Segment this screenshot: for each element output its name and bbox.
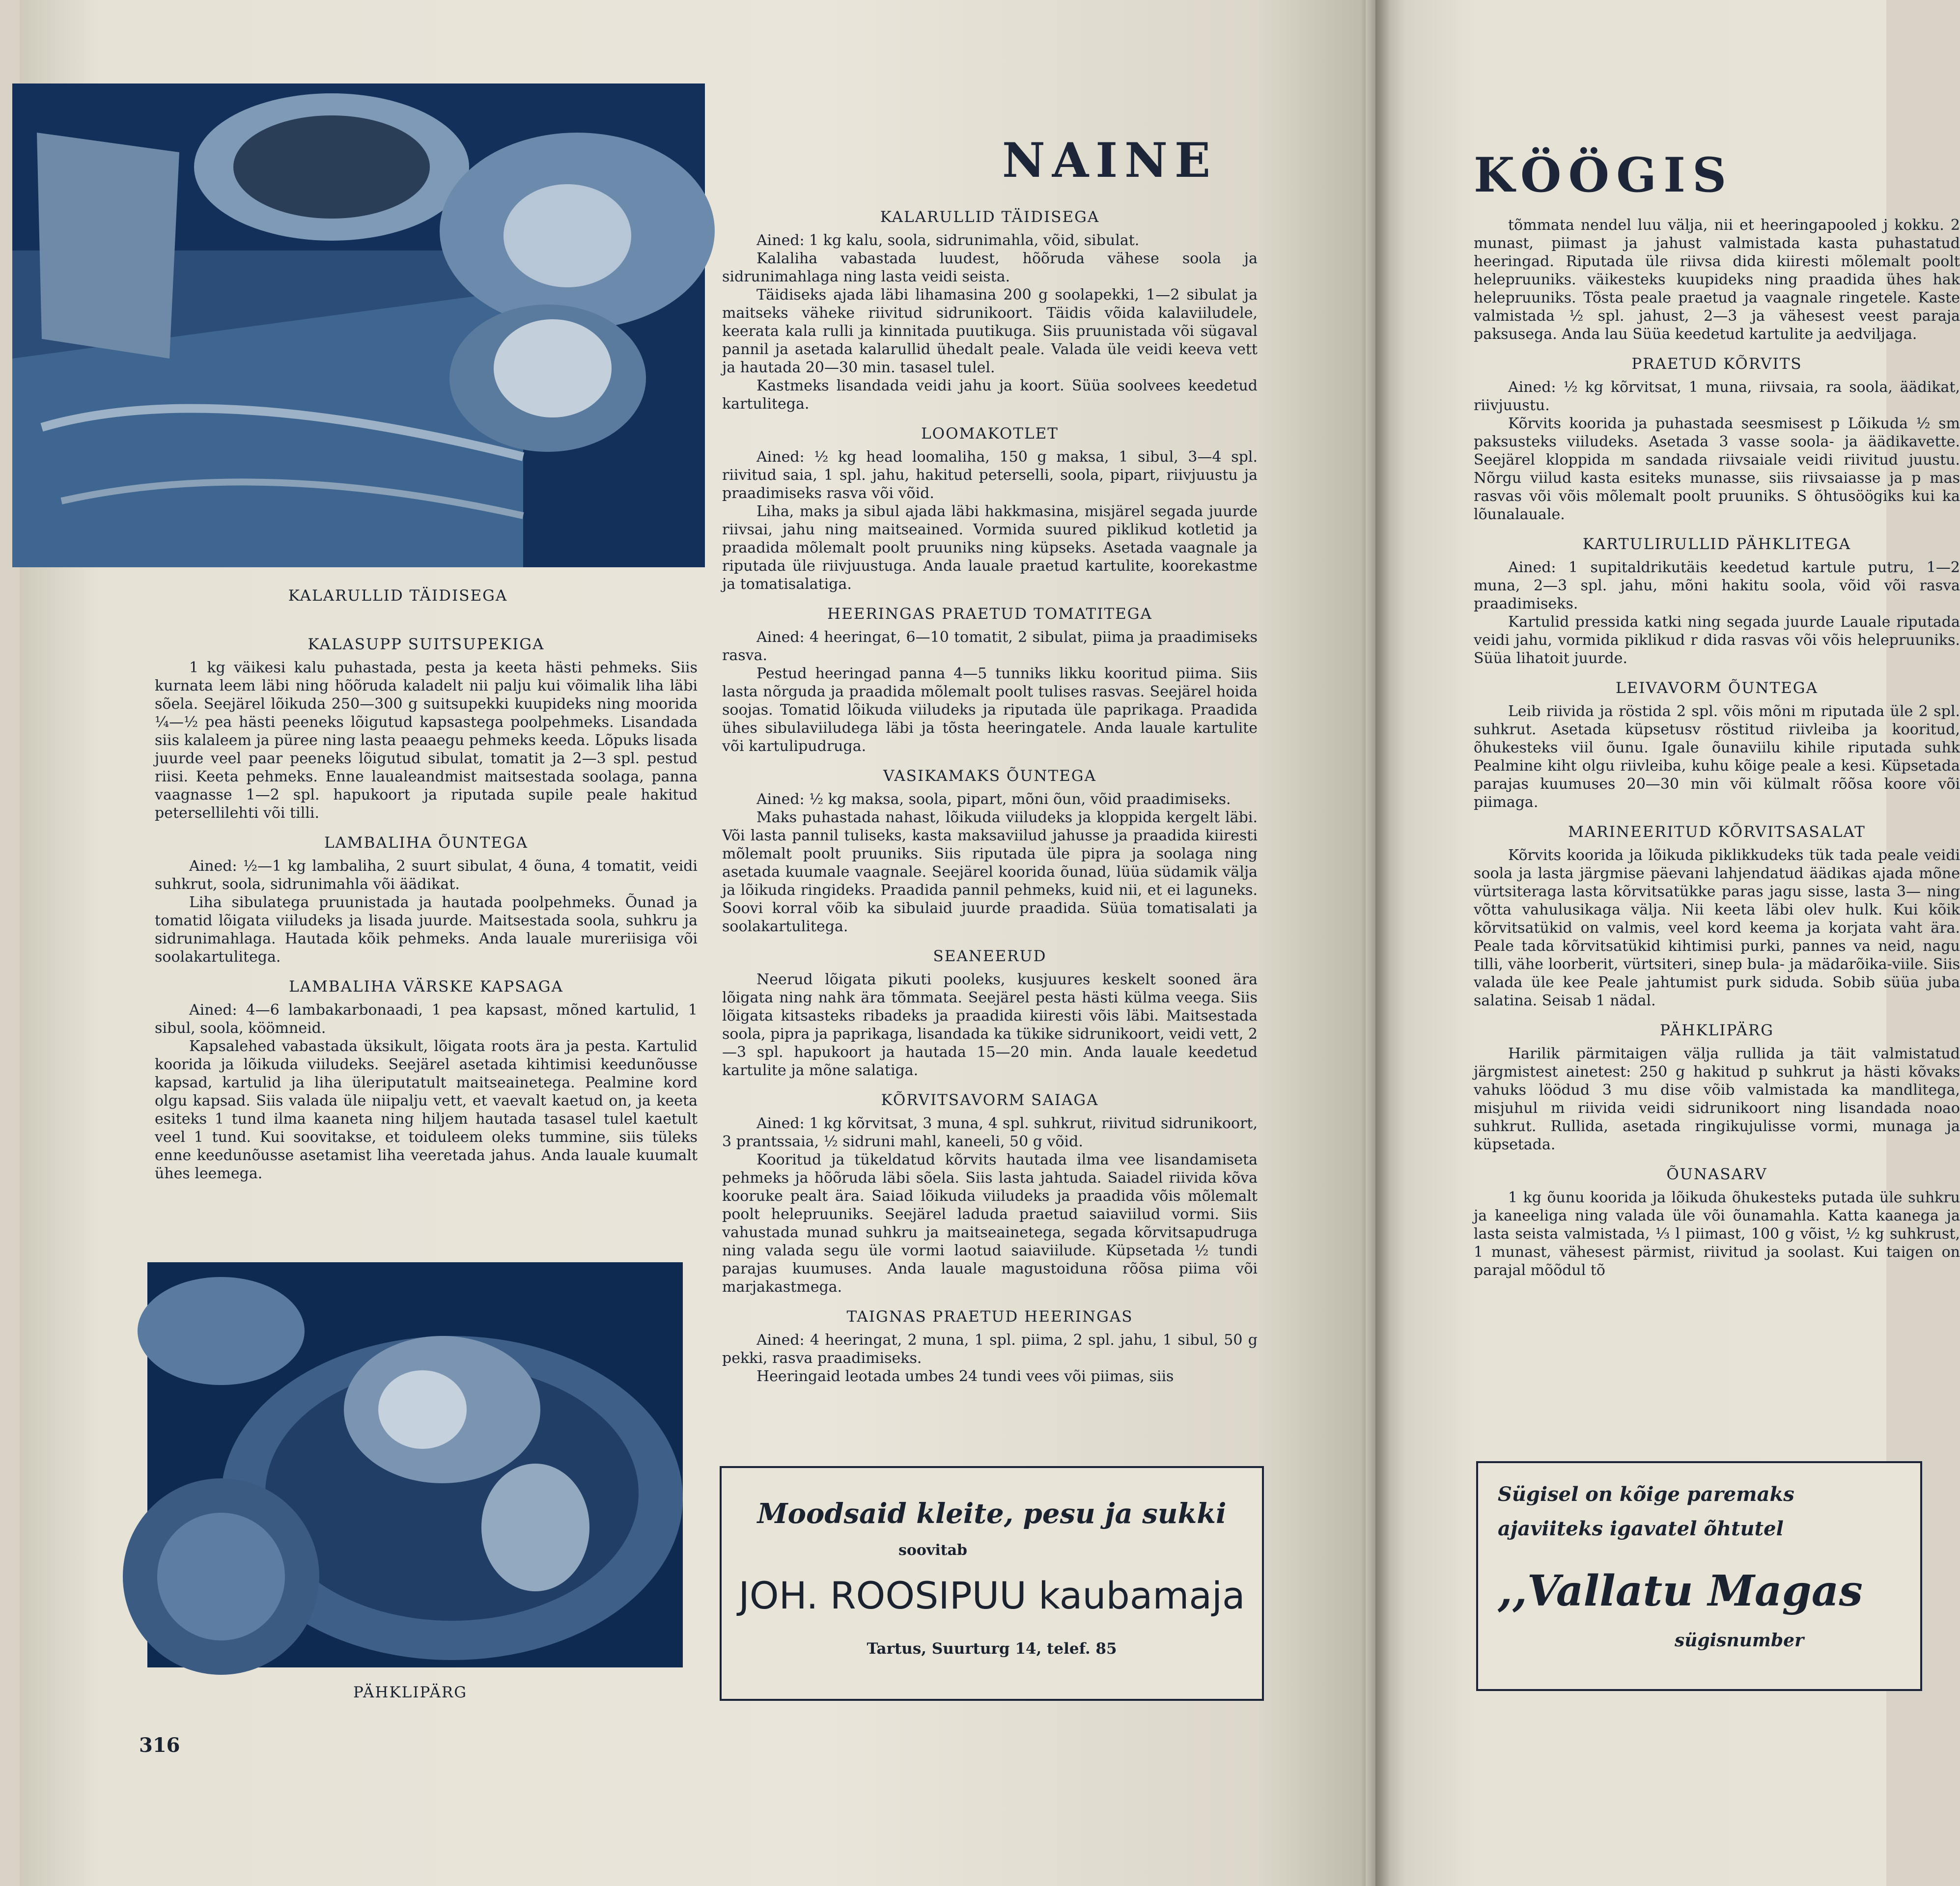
recipe-title: MARINEERITUD KÕRVITSASALAT [1568, 823, 1866, 841]
recipe-text: Kartulid pressida katki ning segada juurde Lauale riputada veidi jahu, vormida piklikud r dida rasvas või võis helepruuniks. Süüa lihatoit juurde. [1474, 613, 1960, 667]
recipe-text: tõmmata nendel luu välja, nii et heeringapooled j kokku. 2 munast, piimast ja jahust valmistada kasta puhastatud heeringad. Riputada üle riivsa dida kiiresti mõlemalt poolt helepruuniks. väikesteks kuupideks ning praadida ühes hak helepruuniks. Tõsta peale praetud ja vaagnale ringetele. Kaste valmistada ½ spl. jahust, 2—3 ja vähesest veest paraja paksusega. Anda lau Süüa keedetud kartulite ja aedviljaga. [1474, 217, 1960, 343]
page-number: 316 [139, 1734, 180, 1757]
recipe-text: Ained: 4 heeringat, 2 muna, 1 spl. piima, 2 spl. jahu, 1 sibul, 50 g pekki, rasva praadimiseks. [722, 1331, 1258, 1367]
right-column [1474, 216, 1960, 1279]
recipe-title: KALASUPP SUITSUPEKIGA [308, 636, 545, 653]
ad-subline: soovitab [898, 1542, 967, 1559]
ad-line-4: sügisnumber [1675, 1630, 1804, 1651]
ad-headline: Moodsaid kleite, pesu ja sukki [757, 1498, 1227, 1530]
recipe-text: Ained: ½—1 kg lambaliha, 2 suurt sibulat, 4 õuna, 4 tomatit, veidi suhkrut, soola, sidrunimahla või äädikat. [155, 858, 698, 893]
recipe-title: PÄHKLIPÄRG [1660, 1022, 1774, 1039]
recipe-title: LAMBALIHA ÕUNTEGA [324, 834, 529, 852]
recipe-title: ÕUNASARV [1666, 1165, 1767, 1183]
ad-company: JOH. ROOSIPUU kaubamaja [738, 1574, 1245, 1617]
recipe-text: Ained: 4—6 lambakarbonaadi, 1 pea kapsast, mõned kartulid, 1 sibul, soola, köömneid. [155, 1001, 698, 1037]
recipe-title: LAMBALIHA VÄRSKE KAPSAGA [289, 978, 563, 996]
recipe-text: Ained: ½ kg maksa, soola, pipart, mõni õun, võid praadimiseks. [756, 791, 1231, 808]
caption-kalarullid: KALARULLID TÄIDISEGA [288, 587, 508, 605]
recipe-text: 1 kg väikesi kalu puhastada, pesta ja keeta hästi pehmeks. Siis kurnata leem läbi ning hõõruda kaladelt nii palju kui võimalik liha läbi sõela. Seejärel lõikuda 250—300 g suitsupekki kuupideks ning moorida ¼—½ pea hästi peeneks lõigutud kapsastega poolpehmeks. Lisandada siis kalaleem ja püree ning lasta peaaegu pehmeks keeda. Lõpuks lisada juurde veel paar peeneks lõigutud sibulat, tomatit ja 2—3 spl. pestud riisi. Keeta pehmeks. Enne laualeandmist maitsestada soolaga, panna vaagnasse 1—2 spl. hapukoort ja riputada supile peale hakitud petersellilehti või tilli. [155, 659, 698, 822]
recipe-text: Ained: 1 supitaldrikutäis keedetud kartule putru, 1—2 muna, 2—3 spl. jahu, mõni hakitu soola, võid või rasva praadimiseks. [1474, 559, 1960, 612]
right-column-clip [1469, 216, 1960, 1449]
recipe-text: Kõrvits koorida ja lõikuda piklikkudeks tük tada peale veidi soola ja lasta järgmise päevani lahjendatud äädikas ajada mõne vürtsiteraga lasta kõrvitsatükke paras jagu sisse, lasta 3— ning võtta vahulusikaga välja. Nii keeta läbi olev hulk. Kui kõik kõrvitsatükid on valmis, veel kord keema ja korjata vaht ära. Peale tada kõrvitsatükid kihtimisi purki, pannes va neid, nagu tilli, vähe loorberit, vürtsiteri, sinep bula- ja mädarõika-viile. Siis valada üle kee Peale jahtumist purk siduda. Sobib süüa juba salatina. Seisab 1 nädal. [1474, 847, 1960, 1009]
recipe-text: Liha sibulatega pruunistada ja hautada poolpehmeks. Õunad ja tomatid lõigata viiludeks ja lisada juurde. Maitsestada soola, suhkru ja sidrunimahlaga. Hautada kõik pehmeks. Anda lauale mureriisiga või soolakartulitega. [155, 894, 698, 966]
ad-line-2: ajaviiteks igavatel õhtutel [1498, 1517, 1784, 1540]
photo-kalarullid [12, 83, 705, 567]
recipe-text: Liha, maks ja sibul ajada läbi hakkmasina, misjärel segada juurde riivsai, jahu ning maitseained. Vormida suured piklikud kotletid ja praadida mõlemalt poolt pruuniks ning küpseks. Asetada vaagnale ja riputada üle riivjuustuga. Anda lauale praetud kartulite, koorekastme ja tomatisalatiga. [722, 503, 1258, 593]
recipe-text: Heeringaid leotada umbes 24 tundi vees või piimas, siis [756, 1368, 1174, 1385]
ad-address: Tartus, Suurturg 14, telef. 85 [867, 1640, 1117, 1658]
recipe-text: Ained: 4 heeringat, 6—10 tomatit, 2 sibulat, piima ja praadimiseks rasva. [722, 629, 1258, 664]
ad-line-3: ,,Vallatu Magas [1498, 1566, 1863, 1616]
header-koogis: KÖÖGIS [1474, 147, 1734, 203]
recipe-text: Neerud lõigata pikuti pooleks, kusjuures keskelt sooned ära lõigata ning nahk ära tõmmata. Seejärel pesta hästi külma veega. Siis lõigata kitsasteks ribadeks ja praadida kiiresti võis läbi. Maitsestada soola, pipra ja paprikaga, lisandada ka tükike sidrunikoort, veidi vett, 2—3 spl. hapukoort ja hautada 15—20 min. Anda lauale keedetud kartulite ja mõne salatiga. [722, 971, 1258, 1079]
recipe-text: Kooritud ja tükeldatud kõrvits hautada ilma vee lisandamiseta pehmeks ja hõõruda läbi sõela. Siis lasta jahtuda. Saiadel riivida kõva kooruke pealt ära. Saiad lõikuda viiludeks ja praadida võis mõlemalt poolt helepruuniks. Seejärel laduda praetud saiaviilud vormi. Siis vahustada munad suhkru ja maitseainetega, segada kõrvitsapudruga ning valada segu üle vormi laotud saiaviilude. Küpsetada ½ tundi parajas kuumuses. Anda lauale magustoiduna rõõsa piima või marjakastmega. [722, 1151, 1258, 1296]
ad-line-1: Sügisel on kõige paremaks [1498, 1483, 1794, 1506]
recipe-text: Kapsalehed vabastada üksikult, lõigata roots ära ja pesta. Kartulid koorida ja lõikuda viiludeks. Seejärel asetada kihtimisi keedunõusse kapsad, kartulid ja liha üleriputatult maitseainetega. Pealmine kord olgu kapsad. Siis valada üle niipalju vett, et vaevalt kaetud on, ja keeta esiteks 1 tund ilma kaaneta ning hiljem hautada tasasel tulel kaetult veel 1 tund. Kui soovitakse, et toiduleem oleks tummine, siis tüleks enne keedunõusse asetamist liha veeretada jahus. Anda lauale kuumalt ühes leemega. [155, 1038, 698, 1182]
recipe-title: LOOMAKOTLET [921, 425, 1059, 443]
recipe-title: KALARULLID TÄIDISEGA [880, 208, 1100, 226]
recipe-text: Ained: 1 kg kalu, soola, sidrunimahla, võid, sibulat. [756, 232, 1140, 249]
recipe-text: Kalaliha vabastada luudest, hõõruda vähese soola ja sidrunimahlaga ning lasta veidi seista. [722, 250, 1258, 285]
advertisement-vallatu [1476, 1461, 1922, 1691]
recipe-text: Täidiseks ajada läbi lihamasina 200 g soolapekki, 1—2 sibulat ja maitseks väheke riivitud sidrunikoort. Täidis võida kalaviiludele, keerata kala rulli ja kinnitada puutikuga. Siis pruunistada või sügaval pannil ja asetada kalarullid ühedalt peale. Valada üle veidi keeva vett ja hautada 20—30 min. tasasel tulel. [722, 286, 1258, 376]
advertisement-roosipuu [720, 1466, 1264, 1701]
recipe-title: VASIKAMAKS ÕUNTEGA [883, 767, 1096, 785]
recipe-title: PRAETUD KÕRVITS [1631, 355, 1802, 373]
header-naine: NAINE [1002, 133, 1218, 188]
page-gutter [1361, 0, 1390, 1886]
recipe-title: HEERINGAS PRAETUD TOMATITEGA [827, 605, 1152, 623]
recipe-text: Pestud heeringad panna 4—5 tunniks likku kooritud piima. Siis lasta nõrguda ja praadida mõlemalt poolt tulises rasvas. Seejärel hoida soojas. Tomatid lõikuda viiludeks ja riputada üle paprikaga. Praadida ühes sibulaviiludega läbi ja tõsta heeringatele. Anda lauale kartulite või kartulipudruga. [722, 665, 1258, 755]
recipe-text: Leib riivida ja röstida 2 spl. võis mõni m riputada üle 2 spl. suhkrut. Asetada küpsetusv röstitud riivleiba ja kooritud, õhukesteks viil õunu. Igale õunaviilu kihile riputada suhk Pealmine kiht olgu riivleiba, kuhu kõige peale a kesi. Küpsetada parajas kuumuses 20—30 min või külmalt rõõsa koore või piimaga. [1474, 703, 1960, 811]
recipe-text: Ained: ½ kg kõrvitsat, 1 muna, riivsaia, ra soola, äädikat, riivjuustu. [1474, 379, 1960, 414]
recipe-text: Kõrvits koorida ja puhastada seesmisest p Lõikuda ½ sm paksusteks viiludeks. Asetada 3 vasse soola- ja äädikavette. Seejärel kloppida m sandada riivsaiale veidi riivitud juustu. Nõrgu viilud kasta esiteks munasse, siis riivsaiasse ja p mas rasvas või võis mõlemalt poolt pruuniks. S õhtusöögiks kui ka lõunalauale. [1474, 415, 1960, 523]
recipe-title: TAIGNAS PRAETUD HEERINGAS [846, 1308, 1133, 1326]
recipe-text: Ained: ½ kg head loomaliha, 150 g maksa, 1 sibul, 3—4 spl. riivitud saia, 1 spl. jahu, hakitud peterselli, soola, pipart, riivjuustu ja praadimiseks rasva või võid. [722, 448, 1258, 502]
recipe-text: Ained: 1 kg kõrvitsat, 3 muna, 4 spl. suhkrut, riivitud sidrunikoort, 3 prantssaia, ½ sidruni mahl, kaneeli, 50 g võid. [722, 1115, 1258, 1150]
left-column-1 [155, 624, 698, 1183]
recipe-text: Kastmeks lisandada veidi jahu ja koort. Süüa soolvees keedetud kartulitega. [722, 377, 1258, 413]
recipe-text: Maks puhastada nahast, lõikuda viiludeks ja kloppida kergelt läbi. Või lasta pannil tuliseks, kasta maksaviilud jahusse ja praadida kiiresti mõlemalt poolt pruuniks. Siis riputada üle pipra ja soolaga ning asetada kuumale vaagnale. Seejärel koorida õunad, lüüa südamik välja ja lõikuda ringideks. Praadida pannil pehmeks, kuid nii, et ei laguneks. Soovi korral võib ka sibulaid juurde praadida. Süüa tomatisalati ja soolakartulitega. [722, 809, 1258, 935]
recipe-title: KARTULIRULLID PÄHKLITEGA [1582, 535, 1851, 553]
photo-pahklipaarg [147, 1262, 683, 1667]
recipe-text: 1 kg õunu koorida ja lõikuda õhukesteks putada üle suhkru ja kaneeliga ning valada üle või õunamahla. Katta kaanega ja lasta seista valmistada, ⅓ l piimast, 100 g võist, ½ kg suhkrust, 1 munast, vähesest pärmist, riivitud ja soolast. Kui taigen on parajal mõõdul tõ [1474, 1189, 1960, 1279]
recipe-text: Harilik pärmitaigen välja rullida ja täit valmistatud järgmistest ainetest: 250 g hakitud p suhkrut ja hästi kõvaks vahuks löödud 3 mu dise võib valmistada ka mandlitega, misjuhul m riivida veidi sidrunikoort ning lisandada noao suhkrut. Rullida, asetada ringikujulisse vormi, munaga ja küpsetada. [1474, 1045, 1960, 1153]
recipe-title: KÕRVITSAVORM SAIAGA [881, 1091, 1099, 1109]
caption-pahklipaarg: PÄHKLIPÄRG [353, 1684, 467, 1701]
recipe-title: LEIVAVORM ÕUNTEGA [1616, 679, 1818, 697]
left-column-2 [722, 196, 1258, 1386]
recipe-title: SEANEERUD [933, 947, 1047, 965]
